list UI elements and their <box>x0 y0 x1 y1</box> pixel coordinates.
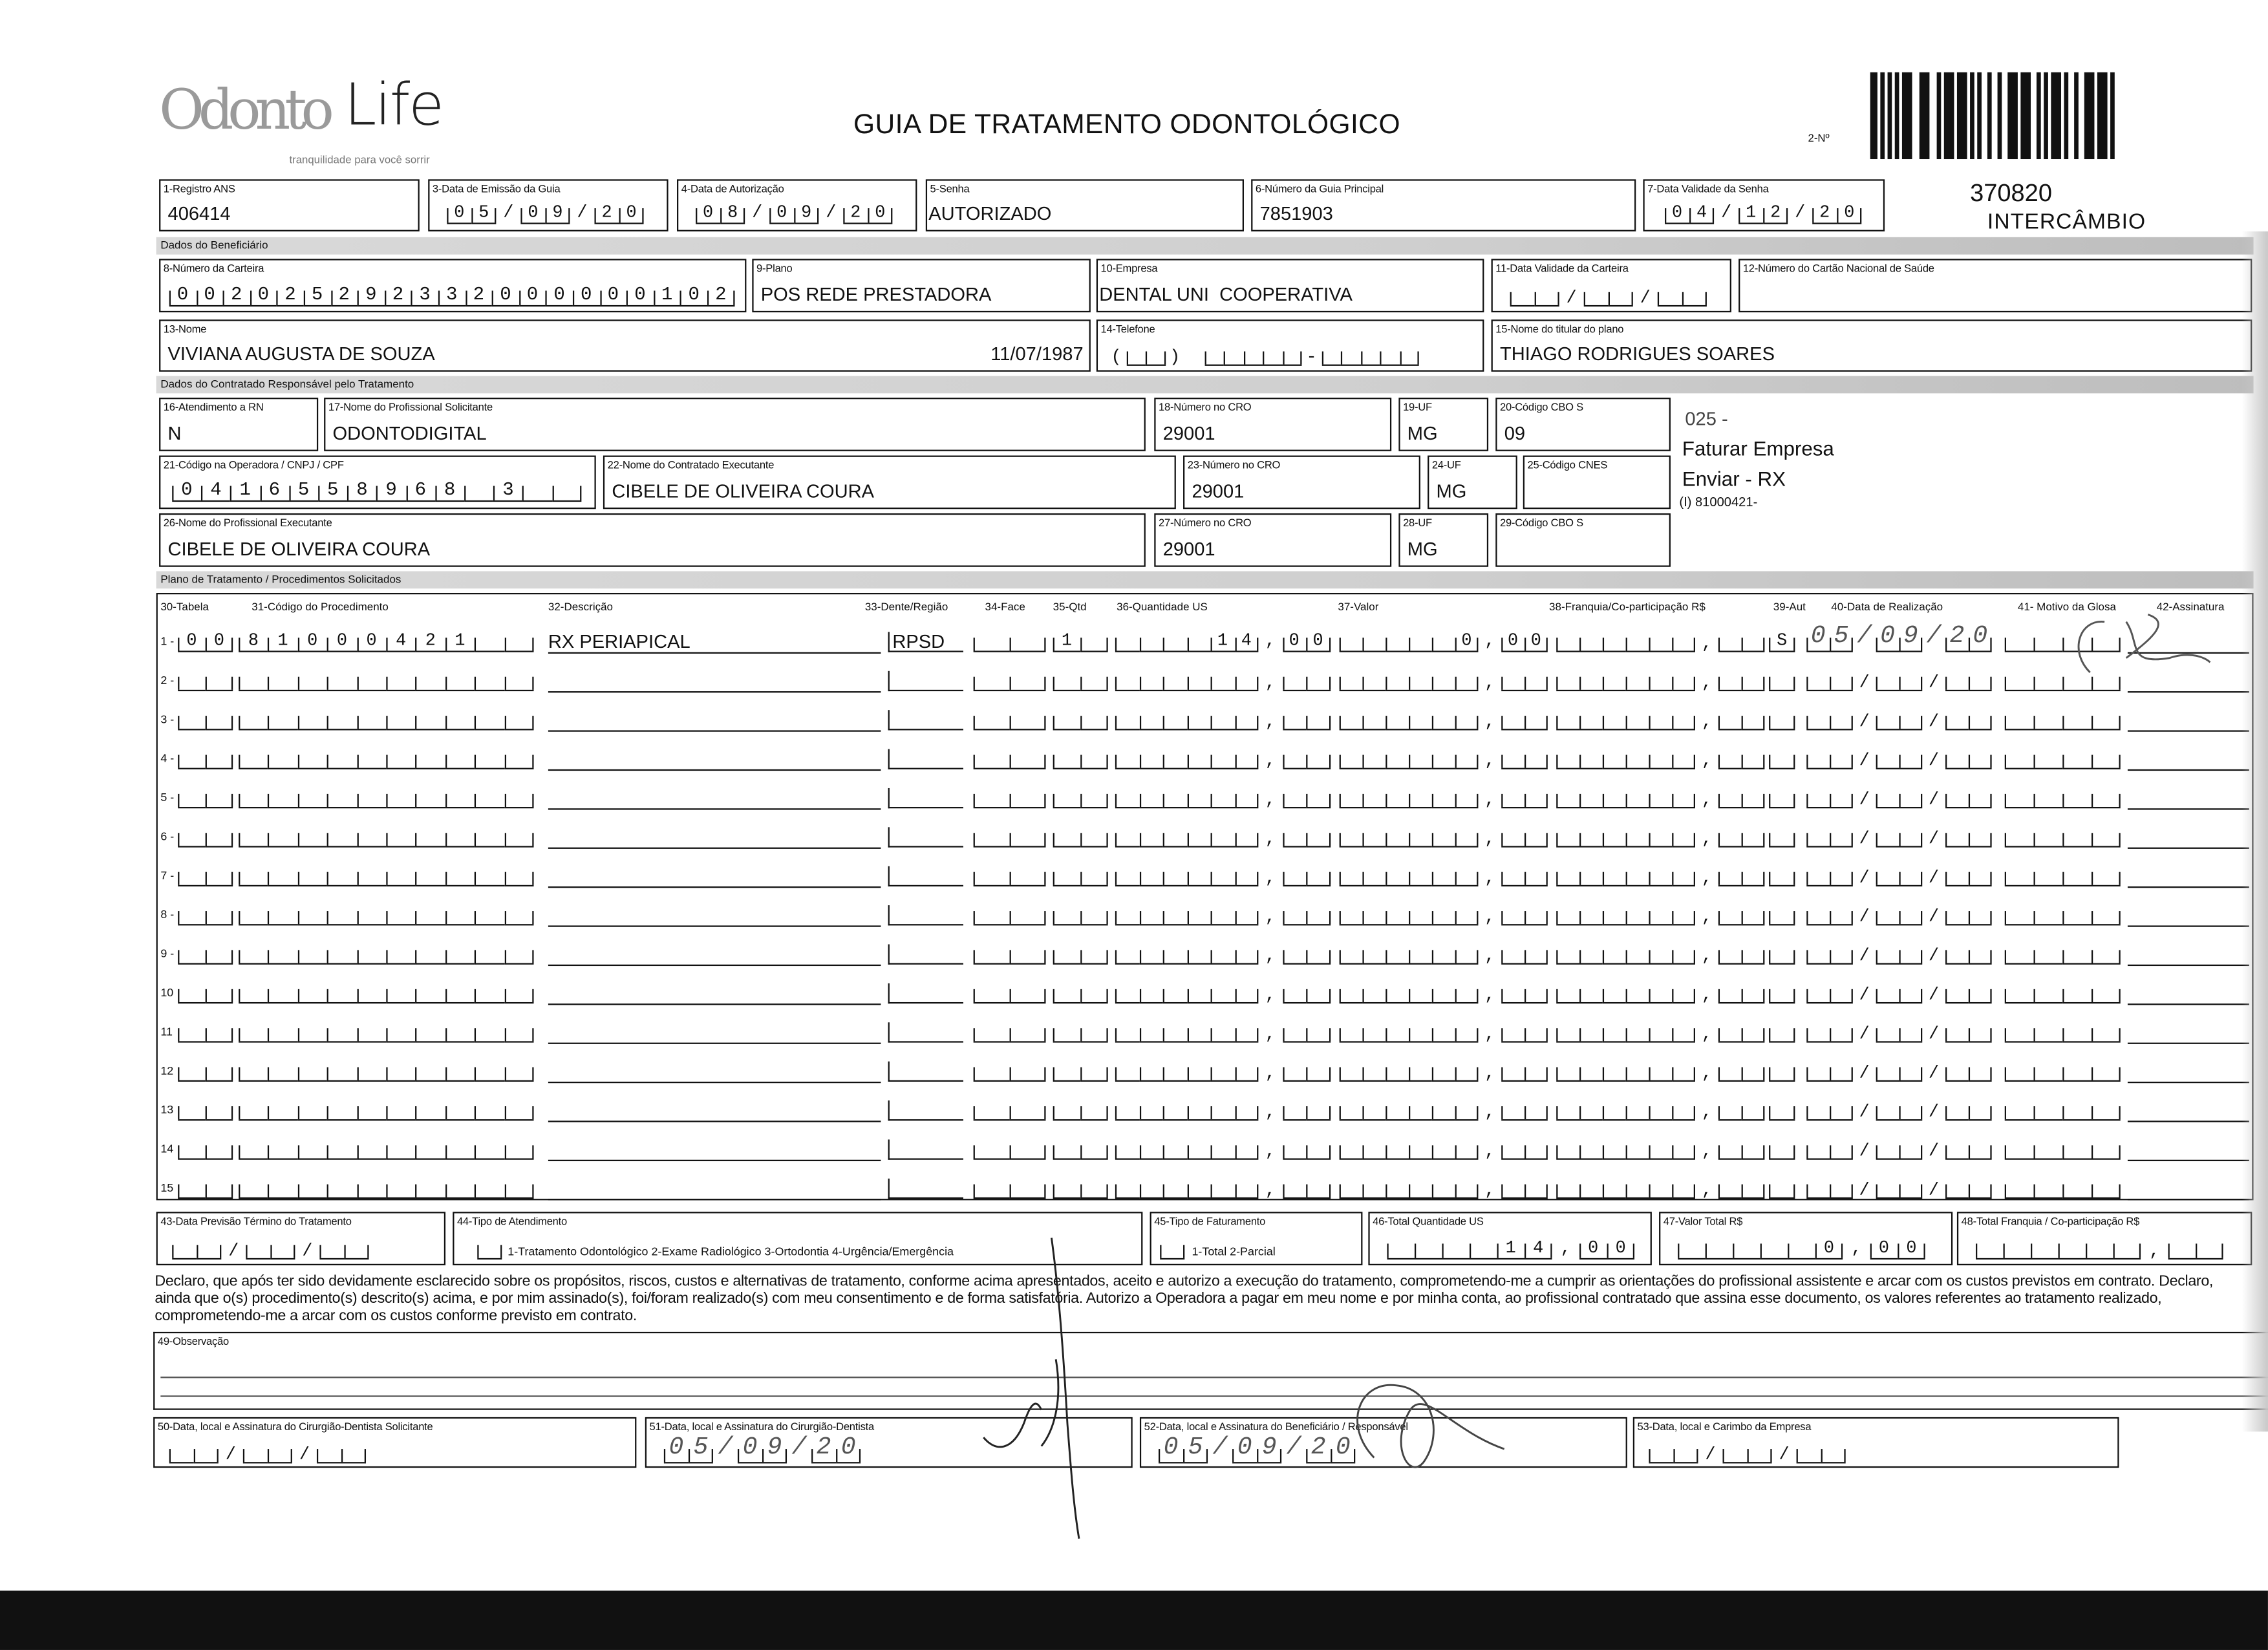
separator: , <box>1265 1023 1276 1044</box>
uf-solicitante-value[interactable]: MG <box>1407 422 1438 444</box>
titular-value[interactable]: THIAGO RODRIGUES SOARES <box>1499 343 1775 365</box>
field-label: 51-Data, local e Assinatura do Cirurgião-Dentista <box>649 1420 874 1433</box>
separator: , <box>2149 1241 2160 1261</box>
separator: , <box>1701 1180 1712 1201</box>
row-number: 14 <box>160 1142 174 1156</box>
separator: , <box>1484 985 1495 1005</box>
column-header-face: 34-Face <box>985 600 1025 614</box>
field-label: 5-Senha <box>930 182 970 195</box>
signature-stroke-procedure <box>2079 615 2210 672</box>
field-label: 9-Plano <box>756 261 793 275</box>
row-number: 3 - <box>160 712 175 726</box>
row-number: 2 - <box>160 674 175 687</box>
plano-value[interactable]: POS REDE PRESTADORA <box>760 283 992 305</box>
separator: , <box>1265 906 1276 927</box>
contratado-executante-value[interactable]: CIBELE DE OLIVEIRA COURA <box>612 480 875 502</box>
row-number: 8 - <box>160 908 175 921</box>
separator: / <box>1859 985 1870 1005</box>
scan-bottom-edge <box>0 1591 2268 1650</box>
scan-right-edge <box>2242 231 2268 1431</box>
field-label: 6-Número da Guia Principal <box>1255 182 1384 195</box>
column-header-tabela: 30-Tabela <box>160 600 209 614</box>
separator: , <box>1265 672 1276 693</box>
separator: , <box>1265 750 1276 771</box>
field-label: 16-Atendimento a RN <box>163 400 264 414</box>
nome-value[interactable]: VIVIANA AUGUSTA DE SOUZA <box>167 343 435 365</box>
field-label: 11-Data Validade da Carteira <box>1495 261 1629 275</box>
note-line-2: Faturar Empresa <box>1682 436 1834 460</box>
field-label: 17-Nome do Profissional Solicitante <box>328 400 493 414</box>
field-label: 4-Data de Autorização <box>681 182 784 195</box>
registro-ans-value[interactable]: 406414 <box>167 202 231 224</box>
separator: / <box>1779 1444 1790 1465</box>
cro-solicitante-value[interactable]: 29001 <box>1162 422 1215 444</box>
section-plano: Plano de Tratamento / Procedimentos Solicitados <box>156 571 2254 588</box>
column-header-valor: 37-Valor <box>1338 600 1379 614</box>
row-number: 5 - <box>160 791 175 804</box>
prof-solicitante-value[interactable]: ODONTODIGITAL <box>332 422 487 444</box>
separator: , <box>1701 945 1712 967</box>
separator: / <box>1859 906 1870 927</box>
separator: / <box>1859 1102 1870 1122</box>
box-value: 0416558968 3 <box>181 478 532 500</box>
field-label: 13-Nome <box>163 322 207 336</box>
signature-stroke-beneficiario <box>1358 1385 1504 1467</box>
tipo-faturamento-options: 1-Total 2-Parcial <box>1192 1245 1276 1258</box>
separator: , <box>1484 1102 1495 1122</box>
separator: , <box>1265 867 1276 888</box>
field-label: 19-UF <box>1403 400 1432 414</box>
separator: / <box>302 1241 313 1261</box>
separator: , <box>1701 750 1712 771</box>
cell-descricao[interactable]: RX PERIAPICAL <box>548 632 881 654</box>
field-label: 10-Empresa <box>1100 261 1158 275</box>
guia-principal-value[interactable]: 7851903 <box>1259 202 1333 224</box>
box-value: S <box>1777 630 1803 651</box>
field-label: 47-Valor Total R$ <box>1663 1214 1743 1228</box>
separator: / <box>1929 1141 1940 1161</box>
separator: , <box>1701 828 1712 849</box>
field-label: 25-Código CNES <box>1527 458 1608 472</box>
cro-contratado-value[interactable]: 29001 <box>1192 480 1245 502</box>
separator: , <box>1701 672 1712 693</box>
field-label: 28-UF <box>1403 516 1432 530</box>
cell-dente[interactable]: RPSD <box>888 632 963 652</box>
note-line-1: 025 - <box>1685 407 1728 430</box>
field-label: 27-Número no CRO <box>1158 516 1252 530</box>
box-value: 05/09/20 <box>454 202 651 223</box>
separator: / <box>1859 1062 1870 1084</box>
separator: / <box>228 1241 239 1261</box>
separator: / <box>1859 867 1870 888</box>
separator: , <box>1484 750 1495 771</box>
separator: , <box>1484 711 1495 732</box>
separator: / <box>1859 789 1870 810</box>
row-number: 15 <box>160 1181 174 1195</box>
separator: , <box>1265 945 1276 967</box>
separator: / <box>299 1444 310 1465</box>
field-label: 21-Código na Operadora / CNPJ / CPF <box>163 458 344 472</box>
logo-brand-right: Life <box>344 72 443 139</box>
senha-value[interactable]: AUTORIZADO <box>928 202 1052 224</box>
signature-stroke-dentista <box>983 1404 1041 1447</box>
box-value: 1 <box>1061 630 1089 651</box>
cbo-solicitante-value[interactable]: 09 <box>1504 422 1526 444</box>
row-number: 10 <box>160 986 174 1000</box>
intercambio-label: INTERCÂMBIO <box>1987 209 2146 235</box>
separator: / <box>1929 985 1940 1005</box>
field-label: 7-Data Validade da Senha <box>1647 182 1769 195</box>
field-label: 3-Data de Emissão da Guia <box>432 182 561 195</box>
separator: , <box>1265 1141 1276 1161</box>
column-header-qtd_us: 36-Quantidade US <box>1117 600 1208 614</box>
field-label: 45-Tipo de Faturamento <box>1154 1214 1266 1228</box>
box-value: 14,00 <box>1505 1238 1643 1258</box>
box-value: 00 <box>186 630 242 651</box>
tipo-atendimento-options: 1-Tratamento Odontológico 2-Exame Radiológico 3-Ortodontia 4-Urgência/Emergência <box>508 1245 954 1258</box>
separator: / <box>1859 1023 1870 1044</box>
prof-executante-value[interactable]: CIBELE DE OLIVEIRA COURA <box>167 538 431 560</box>
separator: , <box>1484 828 1495 849</box>
separator: , <box>1484 1062 1495 1084</box>
separator: / <box>1640 288 1651 308</box>
separator: / <box>1929 1023 1940 1044</box>
separator: , <box>1265 828 1276 849</box>
section-beneficiario: Dados do Beneficiário <box>156 237 2254 255</box>
separator: , <box>1484 1180 1495 1201</box>
separator: / <box>1929 867 1940 888</box>
separator: / <box>1566 288 1577 308</box>
separator: , <box>1701 789 1712 810</box>
box-value: 81000421 <box>248 630 485 651</box>
column-header-dente: 33-Dente/Região <box>864 600 948 614</box>
separator: , <box>1701 985 1712 1005</box>
separator: , <box>1265 1062 1276 1084</box>
logo-tagline: tranquilidade para você sorrir <box>289 153 430 167</box>
column-header-assinatura: 42-Assinatura <box>2156 600 2225 614</box>
separator: , <box>1484 906 1495 927</box>
separator: , <box>1701 867 1712 888</box>
separator: / <box>1859 672 1870 693</box>
separator: ( <box>1111 347 1122 368</box>
separator: / <box>1929 711 1940 732</box>
field-label: 23-Número no CRO <box>1187 458 1281 472</box>
field-label: 49-Observação <box>157 1334 230 1348</box>
separator: / <box>225 1444 236 1465</box>
field-label: 8-Número da Carteira <box>163 261 264 275</box>
field-label: 46-Total Quantidade US <box>1373 1214 1484 1228</box>
row-number: 9 - <box>160 947 175 961</box>
field-label: 29-Código CBO S <box>1499 516 1583 530</box>
field-label: 53-Data, local e Carimbo da Empresa <box>1637 1420 1812 1433</box>
separator: , <box>1265 1102 1276 1122</box>
row-number: 1 - <box>160 634 175 648</box>
logo-brand-left: Odonto <box>159 78 328 142</box>
row-number: 11 <box>160 1025 173 1038</box>
box-value: 0,00 <box>1823 1238 1934 1258</box>
separator: / <box>1859 1180 1870 1201</box>
field-label: 14-Telefone <box>1100 322 1155 336</box>
separator: , <box>1701 1062 1712 1084</box>
field-label: 48-Total Franquia / Co-participação R$ <box>1961 1214 2140 1228</box>
field-label: 44-Tipo de Atendimento <box>456 1214 568 1228</box>
row-number: 12 <box>160 1064 174 1078</box>
separator: / <box>1929 945 1940 967</box>
separator: , <box>1701 1102 1712 1122</box>
column-header-motivo: 41- Motivo da Glosa <box>2017 600 2116 614</box>
separator: , <box>1484 867 1495 888</box>
row-number: 13 <box>160 1103 174 1117</box>
separator: , <box>1484 1141 1495 1161</box>
column-header-codigo: 31-Código do Procedimento <box>251 600 389 614</box>
field-label: 26-Nome do Profissional Executante <box>163 516 332 530</box>
separator: / <box>1859 711 1870 732</box>
field-label: 18-Número no CRO <box>1158 400 1252 414</box>
separator: / <box>1859 1141 1870 1161</box>
separator: / <box>1929 789 1940 810</box>
column-header-descricao: 32-Descrição <box>548 600 614 614</box>
field-label: 43-Data Previsão Término do Tratamento <box>160 1214 352 1228</box>
note-line-3: Enviar - RX <box>1682 467 1786 491</box>
separator: / <box>1929 906 1940 927</box>
cro-executante-value[interactable]: 29001 <box>1162 538 1215 560</box>
field-label: 20-Código CBO S <box>1499 400 1583 414</box>
box-value: 05/09/20 <box>669 1434 866 1462</box>
box-value: 0,00 <box>1461 630 1554 651</box>
row-number: 4 - <box>160 752 175 766</box>
atendimento-rn-value[interactable]: N <box>167 422 182 444</box>
guia-numero-code: 370820 <box>1970 179 2052 207</box>
separator: , <box>1701 633 1712 654</box>
separator: , <box>1265 711 1276 732</box>
box-value: 002025292332000000102 <box>177 283 742 305</box>
column-header-franquia: 38-Franquia/Co-participação R$ <box>1549 600 1706 614</box>
column-header-qtd: 35-Qtd <box>1053 600 1087 614</box>
declaration-text: Declaro, que após ter sido devidamente esclarecido sobre os propósitos, riscos, custos e alternativas de tratamento, conforme acima apresentados, aceito e autorizo a execução do tratamento, comprometendo-me a cumprir as orientações do profissional assistente e arcar com os custos previstos em contrato. Declaro, ainda que o(s) procedimento(s) descrito(s) acima, e por mim assinado(s), foi/foram realizado(s) com meu consentimento e de forma satisfatória. Autorizo a Operadora a pagar em meu nome e por minha conta, ao profissional contratado que assina esse documento, os valores referentes ao tratamento realizado, comprometendo-me a arcar com os custos conforme previsto em contrato. <box>155 1274 2214 1325</box>
separator: , <box>1484 1023 1495 1044</box>
row-number: 7 - <box>160 869 175 883</box>
empresa-value[interactable]: DENTAL UNI COOPERATIVA <box>1099 283 1353 305</box>
box-value: 04/12/20 <box>1671 202 1869 223</box>
separator: / <box>1929 1062 1940 1084</box>
field-label: 22-Nome do Contratado Executante <box>607 458 775 472</box>
box-value: 08/09/20 <box>703 202 900 223</box>
separator: , <box>1701 711 1712 732</box>
separator: , <box>1484 789 1495 810</box>
separator: , <box>1265 985 1276 1005</box>
field-label: 50-Data, local e Assinatura do Cirurgião-Dentista Solicitante <box>157 1420 433 1433</box>
separator: , <box>1701 906 1712 927</box>
field-label: 52-Data, local e Assinatura do Beneficiário / Responsável <box>1144 1420 1408 1433</box>
separator: / <box>1705 1444 1716 1465</box>
box-value: 14,00 <box>1217 630 1337 651</box>
separator: - <box>1306 347 1317 368</box>
separator: , <box>1265 789 1276 810</box>
page-title: GUIA DE TRATAMENTO ODONTOLÓGICO <box>853 109 1400 140</box>
field-label: 1-Registro ANS <box>163 182 235 195</box>
separator: / <box>1929 1180 1940 1201</box>
separator: , <box>1701 1141 1712 1161</box>
data-nascimento: 11/07/1987 <box>990 343 1084 365</box>
separator: , <box>1484 945 1495 967</box>
separator: , <box>1265 1180 1276 1201</box>
separator: / <box>1859 828 1870 849</box>
separator: / <box>1929 1102 1940 1122</box>
separator: / <box>1929 828 1940 849</box>
separator: / <box>1929 672 1940 693</box>
signature-stroke-vertical <box>1042 1238 1079 1539</box>
uf-executante-value[interactable]: MG <box>1407 538 1438 560</box>
separator: / <box>1929 750 1940 771</box>
row-number: 6 - <box>160 830 175 843</box>
column-header-data: 40-Data de Realização <box>1831 600 1943 614</box>
note-line-4: (I) 81000421- <box>1679 494 1758 509</box>
separator: , <box>1701 1023 1712 1044</box>
separator: , <box>1484 672 1495 693</box>
field-label: 15-Nome do titular do plano <box>1495 322 1624 336</box>
separator: / <box>1859 945 1870 967</box>
separator: / <box>1859 750 1870 771</box>
separator: ) <box>1170 347 1181 368</box>
box-value: 05/09/20 <box>1163 1434 1360 1462</box>
column-header-aut: 39-Aut <box>1773 600 1806 614</box>
field-label: 12-Número do Cartão Nacional de Saúde <box>1742 261 1934 275</box>
field-label: 24-UF <box>1431 458 1461 472</box>
uf-contratado-value[interactable]: MG <box>1436 480 1467 502</box>
guia-numero-label: 2-Nº <box>1808 131 1830 145</box>
section-contratado: Dados do Contratado Responsável pelo Tratamento <box>156 376 2254 394</box>
box-value: 05/09/20 <box>1810 623 1996 651</box>
